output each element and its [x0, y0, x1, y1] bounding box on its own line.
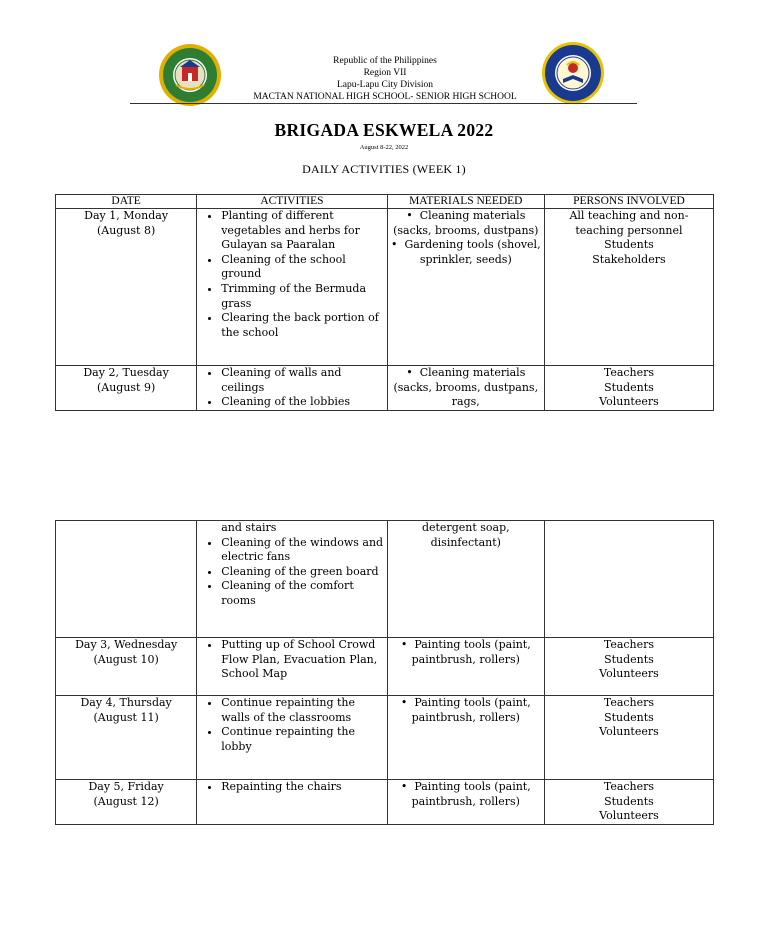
- list-item: • Cleaning of the lobbies: [221, 395, 384, 410]
- list-item: • Continue repainting the lobby: [221, 725, 384, 754]
- date-cell: [56, 780, 197, 825]
- date-cell: [56, 696, 197, 780]
- list-item: • Clearing the back portion of the school: [221, 311, 384, 340]
- date-cell: [56, 366, 197, 411]
- person-item: Students: [604, 794, 654, 808]
- header-materials: MATERIALS NEEDED: [387, 195, 544, 209]
- materials-cell: [387, 780, 544, 825]
- list-item: • Repainting the chairs: [221, 780, 384, 795]
- persons-cell: [544, 366, 713, 411]
- person-item: Volunteers: [599, 395, 659, 409]
- date-cell: [56, 521, 197, 638]
- person-item: Students: [604, 380, 654, 394]
- person-item: Stakeholders: [592, 252, 666, 266]
- continued-text: detergent soap,: [421, 521, 510, 534]
- list-item: • Cleaning of walls and ceilings: [221, 366, 384, 395]
- person-item: Students: [604, 652, 654, 666]
- date-label: (August 9): [96, 380, 156, 394]
- country-line: Republic of the Philippines: [333, 56, 437, 66]
- day-label: Day 3, Wednesday: [75, 638, 178, 651]
- table-row: [56, 209, 714, 366]
- persons-cell: [544, 696, 713, 780]
- person-item: Volunteers: [599, 667, 659, 681]
- list-item: • Painting tools (paint, paintbrush, rollers): [390, 696, 542, 725]
- activities-cell: [197, 521, 387, 638]
- table-row: [56, 366, 714, 411]
- school-line: MACTAN NATIONAL HIGH SCHOOL- SENIOR HIGH SCHOOL: [253, 92, 517, 102]
- table-row: [56, 521, 714, 638]
- persons-cell: [544, 780, 713, 825]
- materials-cell: [387, 366, 544, 411]
- activities-cell: [197, 696, 387, 780]
- materials-cell: [387, 696, 544, 780]
- day-label: Day 4, Thursday: [80, 696, 172, 709]
- region-line: Region VII: [363, 68, 407, 78]
- list-item: • Continue repainting the walls of the classrooms: [221, 696, 384, 725]
- activities-table-page-1: [55, 194, 714, 411]
- day-label: Day 5, Friday: [88, 780, 164, 793]
- date-label: (August 8): [96, 223, 156, 237]
- person-item: All teaching and non-teaching personnel: [569, 209, 689, 237]
- activities-cell: [197, 638, 387, 696]
- table-row: [56, 638, 714, 696]
- list-item: • Gardening tools (shovel, sprinkler, seeds): [390, 238, 542, 267]
- list-item: • Trimming of the Bermuda grass: [221, 282, 384, 311]
- list-item: • Cleaning of the school ground: [221, 253, 384, 282]
- header-activities: ACTIVITIES: [197, 195, 387, 209]
- list-item: • Painting tools (paint, paintbrush, rollers): [390, 638, 542, 667]
- list-item: • Painting tools (paint, paintbrush, rollers): [390, 780, 542, 809]
- date-cell: [56, 638, 197, 696]
- person-item: Students: [604, 710, 654, 724]
- person-item: Teachers: [603, 780, 655, 793]
- list-item: • Cleaning materials (sacks, brooms, dustpans): [390, 209, 542, 238]
- person-item: Volunteers: [599, 809, 659, 823]
- person-item: Students: [604, 238, 654, 252]
- activities-cell: [197, 780, 387, 825]
- day-label: Day 1, Monday: [84, 209, 169, 222]
- date-label: (August 12): [93, 794, 159, 808]
- activities-table-page-2: [55, 520, 714, 825]
- continued-text: and stairs: [221, 521, 277, 534]
- list-item: • Cleaning of the comfort rooms: [221, 579, 384, 608]
- activities-cell: [197, 209, 387, 366]
- document-title: BRIGADA ESKWELA 2022: [274, 120, 494, 140]
- person-item: Teachers: [603, 696, 655, 709]
- activities-cell: [197, 366, 387, 411]
- list-item: • Cleaning of the windows and electric fans: [221, 536, 384, 565]
- header-date: DATE: [56, 195, 197, 209]
- person-item: Volunteers: [599, 725, 659, 739]
- letterhead: [200, 55, 570, 103]
- person-item: Teachers: [603, 366, 655, 379]
- day-label: Day 2, Tuesday: [83, 366, 169, 379]
- persons-cell: [544, 638, 713, 696]
- date-label: (August 11): [93, 710, 159, 724]
- materials-cell: [387, 521, 544, 638]
- week-title: DAILY ACTIVITIES (WEEK 1): [302, 162, 466, 176]
- materials-cell: [387, 209, 544, 366]
- list-item: • Putting up of School Crowd Flow Plan, Evacuation Plan, School Map: [221, 638, 384, 682]
- continued-text: disinfectant): [430, 535, 501, 549]
- header-persons: PERSONS INVOLVED: [544, 195, 713, 209]
- event-dates: August 8-22, 2022: [359, 144, 409, 151]
- division-line: Lapu-Lapu City Division: [336, 80, 434, 90]
- header-divider: [130, 103, 637, 104]
- table-row: [56, 780, 714, 825]
- date-label: (August 10): [93, 652, 159, 666]
- list-item: • Cleaning materials (sacks, brooms, dustpans, rags,: [390, 366, 542, 410]
- materials-cell: [387, 638, 544, 696]
- division-seal-logo: [541, 41, 605, 105]
- list-item: • Cleaning of the green board: [221, 565, 384, 580]
- person-item: Teachers: [603, 638, 655, 651]
- table-row: [56, 696, 714, 780]
- table-header-row: [56, 195, 714, 209]
- persons-cell: [544, 209, 713, 366]
- list-item: • Planting of different vegetables and herbs for Gulayan sa Paaralan: [221, 209, 384, 253]
- persons-cell: [544, 521, 713, 638]
- date-cell: [56, 209, 197, 366]
